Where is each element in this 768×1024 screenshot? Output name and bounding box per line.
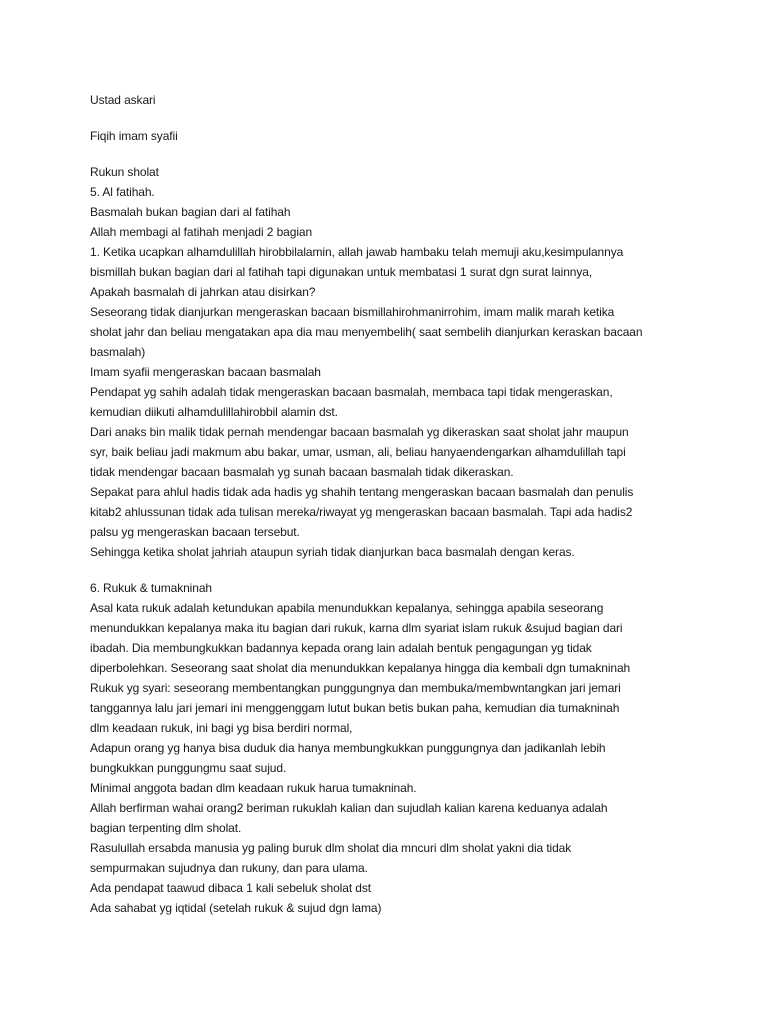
text-line: Seseorang tidak dianjurkan mengeraskan bacaan bismillahirohmanirrohim, imam malik marah ketika	[90, 305, 615, 319]
text-line: Imam syafii mengeraskan bacaan basmalah	[90, 365, 321, 379]
text-line: sholat jahr dan beliau mengatakan apa dia mau menyembelih( saat sembelih dianjurkan keraskan bacaan	[90, 325, 643, 339]
text-line: bungkukkan punggungmu saat sujud.	[90, 761, 287, 775]
text-line: Minimal anggota badan dlm keadaan rukuk harua tumakninah.	[90, 781, 417, 795]
section-fatihah	[90, 162, 730, 562]
spacer	[90, 146, 730, 162]
text-line: kemudian diikuti alhamdulillahirobbil alamin dst.	[90, 405, 338, 419]
text-line: Rukun sholat	[90, 165, 159, 179]
author-line: Ustad askari	[90, 93, 156, 107]
text-line: dlm keadaan rukuk, ini bagi yg bisa berdiri normal,	[90, 721, 353, 735]
text-line: syr, baik beliau jadi makmum abu bakar, umar, usman, ali, beliau hanyaendengarkan alhamdulillah tapi	[90, 445, 626, 459]
text-line: 5. Al fatihah.	[90, 185, 155, 199]
text-line: diperbolehkan. Seseorang saat sholat dia menundukkan kepalanya hingga dia kembali dgn tumakninah	[90, 661, 631, 675]
text-line: bismillah bukan bagian dari al fatihah tapi digunakan untuk membatasi 1 surat dgn surat lainnya,	[90, 265, 593, 279]
text-line: menundukkan kepalanya maka itu bagian dari rukuk, karna dlm syariat islam rukuk &sujud bagian dari	[90, 621, 623, 635]
text-line: sempurmakan sujudnya dan rukuny, dan para ulama.	[90, 861, 368, 875]
text-line: Rasulullah ersabda manusia yg paling buruk dlm sholat dia mncuri dlm sholat yakni dia tidak	[90, 841, 572, 855]
text-line: ibadah. Dia membungkukkan badannya kepada orang lain adalah bentuk pengagungan yg tidak	[90, 641, 592, 655]
text-line: Ada pendapat taawud dibaca 1 kali sebeluk sholat dst	[90, 881, 372, 895]
spacer	[90, 562, 730, 578]
text-line: 1. Ketika ucapkan alhamdulillah hirobbilalamin, allah jawab hambaku telah memuji aku,kesimpulannya	[90, 245, 624, 259]
text-line: Adapun orang yg hanya bisa duduk dia hanya membungkukkan punggungnya dan jadikanlah lebih	[90, 741, 606, 755]
text-line: Basmalah bukan bagian dari al fatihah	[90, 205, 291, 219]
text-line: bagian terpenting dlm sholat.	[90, 821, 242, 835]
text-line: Dari anaks bin malik tidak pernah mendengar bacaan basmalah yg dikeraskan saat sholat jahr maupun	[90, 425, 629, 439]
text-line: tanggannya lalu jari jemari ini menggenggam lutut bukan betis bukan paha, kemudian dia tumakninah	[90, 701, 620, 715]
spacer	[90, 110, 730, 126]
text-line: Ada sahabat yg iqtidal (setelah rukuk & sujud dgn lama)	[90, 901, 382, 915]
document-page	[90, 90, 730, 918]
text-line: kitab2 ahlussunan tidak ada tulisan mereka/riwayat yg mengeraskan bacaan basmalah. Tapi ada hadis2	[90, 505, 633, 519]
text-line: Allah membagi al fatihah menjadi 2 bagian	[90, 225, 313, 239]
text-line: basmalah)	[90, 345, 146, 359]
text-line: Apakah basmalah di jahrkan atau disirkan?	[90, 285, 316, 299]
text-line: tidak mendengar bacaan basmalah yg sunah bacaan basmalah tidak dikeraskan.	[90, 465, 514, 479]
text-line: Rukuk yg syari: seseorang membentangkan punggungnya dan membuka/membwntangkan jari jemari	[90, 681, 621, 695]
text-line: Sepakat para ahlul hadis tidak ada hadis yg shahih tentang mengeraskan bacaan basmalah dan penulis	[90, 485, 634, 499]
text-line: Sehingga ketika sholat jahriah ataupun syriah tidak dianjurkan baca basmalah dengan keras.	[90, 545, 575, 559]
text-line: Allah berfirman wahai orang2 beriman rukuklah kalian dan sujudlah kalian karena keduanya adalah	[90, 801, 608, 815]
text-line: 6. Rukuk & tumakninah	[90, 581, 212, 595]
subject-line: Fiqih imam syafii	[90, 129, 178, 143]
section-rukuk	[90, 578, 730, 918]
text-line: Asal kata rukuk adalah ketundukan apabila menundukkan kepalanya, sehingga apabila seseorang	[90, 601, 604, 615]
text-line: palsu yg mengeraskan bacaan tersebut.	[90, 525, 300, 539]
text-line: Pendapat yg sahih adalah tidak mengeraskan bacaan basmalah, membaca tapi tidak mengeraskan,	[90, 385, 613, 399]
